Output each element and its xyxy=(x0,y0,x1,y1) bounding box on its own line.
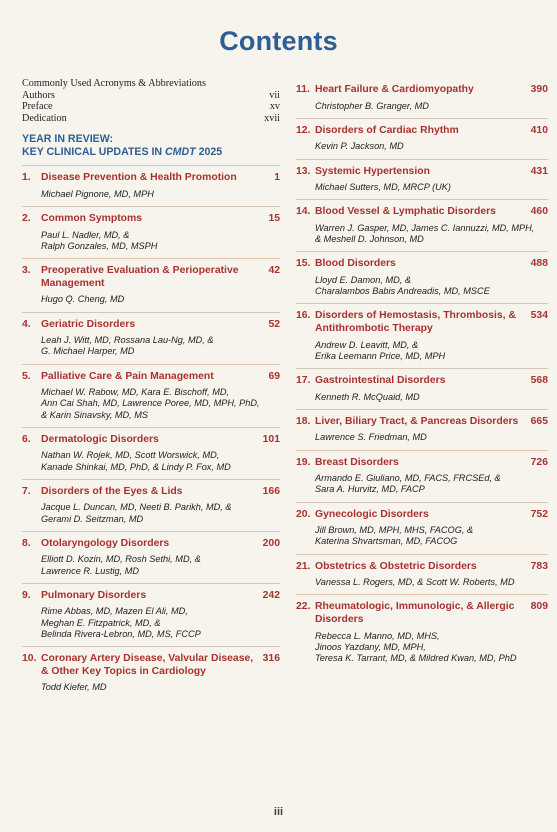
chapter-authors xyxy=(315,392,548,403)
author-line: G. Michael Harper, MD xyxy=(41,346,135,357)
front-matter-label: Commonly Used Acronyms & Abbreviations xyxy=(22,78,206,89)
author-line: Lawrence R. Lustig, MD xyxy=(41,565,140,576)
chapter-number: 19. xyxy=(296,456,311,468)
author-line: Jacque L. Duncan, MD, Neeti B. Parikh, MD, & xyxy=(41,502,232,513)
chapter-entry xyxy=(296,303,548,368)
chapter-page-number: 69 xyxy=(268,370,280,382)
chapter-authors xyxy=(315,340,548,362)
chapter-title: Gynecologic Disorders xyxy=(315,508,429,520)
chapter-item xyxy=(296,78,548,118)
chapter-number: 14. xyxy=(296,206,311,218)
chapter-item xyxy=(296,555,548,595)
author-line: Nathan W. Rojek, MD, Scott Worswick, MD, xyxy=(41,450,220,461)
front-matter-label: Authors xyxy=(22,89,55,101)
chapter-authors xyxy=(315,101,548,112)
chapter-title: Preoperative Evaluation & Perioperative Management xyxy=(41,265,239,289)
chapter-number: 18. xyxy=(296,415,311,427)
chapter-entry xyxy=(296,502,548,554)
chapter-authors xyxy=(315,577,548,588)
chapter-authors xyxy=(315,631,548,665)
chapter-title: Dermatologic Disorders xyxy=(41,433,159,445)
author-line: Rebecca L. Manno, MD, MHS, xyxy=(315,630,440,641)
chapter-number: 22. xyxy=(296,601,311,613)
front-matter-label: Dedication xyxy=(22,112,67,124)
chapter-title: Common Symptoms xyxy=(41,213,143,225)
chapter-item xyxy=(296,595,548,670)
chapter-entry xyxy=(296,199,548,251)
front-matter-page: xvii xyxy=(264,112,280,124)
chapter-authors xyxy=(315,182,548,193)
author-line: Hugo Q. Cheng, MD xyxy=(41,294,125,305)
chapter-title-link[interactable] xyxy=(22,653,280,678)
chapter-item xyxy=(22,532,280,583)
chapter-page-number: 1 xyxy=(274,172,280,184)
author-line: Charalambos Babis Andreadis, MD, MSCE xyxy=(315,286,490,297)
chapter-title-link[interactable] xyxy=(296,206,548,219)
chapter-authors xyxy=(41,682,280,693)
chapter-authors xyxy=(41,335,280,357)
front-matter-item[interactable] xyxy=(22,90,280,102)
chapter-page-number: 726 xyxy=(530,456,548,468)
chapter-page-number: 410 xyxy=(530,124,548,136)
chapter-title: Rheumatologic, Immunologic, & Allergic Disorders xyxy=(315,601,515,625)
chapter-authors xyxy=(41,502,280,524)
front-matter-item[interactable] xyxy=(22,78,280,90)
year-in-review-line2 xyxy=(22,146,280,159)
chapter-page-number: 101 xyxy=(262,433,280,445)
chapter-page-number: 783 xyxy=(530,560,548,572)
chapter-authors xyxy=(41,554,280,576)
author-line: Ann Cai Shah, MD, Lawrence Poree, MD, MPH, PhD, xyxy=(41,398,260,409)
chapter-number: 13. xyxy=(296,165,311,177)
author-line: Belinda Rivera-Lebron, MD, MS, FCCP xyxy=(41,628,201,639)
chapter-page-number: 52 xyxy=(268,318,280,330)
chapter-title-link[interactable] xyxy=(22,486,280,499)
chapter-authors xyxy=(41,606,280,640)
author-line: Erika Leemann Price, MD, MPH xyxy=(315,350,446,361)
chapter-title-link[interactable] xyxy=(22,172,280,185)
chapter-title-link[interactable] xyxy=(22,319,280,332)
chapter-title: Disorders of Hemostasis, Thrombosis, & Antithrombotic Therapy xyxy=(315,310,516,334)
chapter-item xyxy=(296,252,548,303)
chapter-authors xyxy=(315,141,548,152)
chapter-title-link[interactable] xyxy=(296,601,548,626)
chapter-item xyxy=(296,451,548,502)
chapter-authors xyxy=(315,525,548,547)
chapter-item xyxy=(296,304,548,368)
front-matter-item[interactable] xyxy=(22,113,280,125)
chapter-title: Obstetrics & Obstetric Disorders xyxy=(315,560,477,572)
chapter-entry xyxy=(296,159,548,200)
chapter-title-link[interactable] xyxy=(22,265,280,290)
chapter-page-number: 488 xyxy=(530,258,548,270)
chapter-page-number: 809 xyxy=(530,601,548,613)
author-line: Christopher B. Granger, MD xyxy=(315,100,429,111)
chapter-page-number: 431 xyxy=(530,165,548,177)
chapter-page-number: 752 xyxy=(530,508,548,520)
chapter-number: 16. xyxy=(296,310,311,322)
chapter-title-link[interactable] xyxy=(296,375,548,388)
chapter-item xyxy=(22,480,280,531)
chapter-item xyxy=(296,410,548,450)
chapter-item xyxy=(22,647,280,699)
chapter-title-link[interactable] xyxy=(296,166,548,179)
chapter-item xyxy=(296,160,548,200)
chapter-number: 20. xyxy=(296,508,311,520)
chapter-title-link[interactable] xyxy=(22,590,280,603)
front-matter-label: Preface xyxy=(22,101,53,113)
author-line: Michael Sutters, MD, MRCP (UK) xyxy=(315,182,451,193)
author-line: Vanessa L. Rogers, MD, & Scott W. Roberts, MD xyxy=(315,577,515,588)
author-line: Lloyd E. Damon, MD, & xyxy=(315,274,411,285)
chapter-item xyxy=(296,200,548,251)
front-matter-list xyxy=(22,78,280,124)
chapter-page-number: 200 xyxy=(262,537,280,549)
chapter-number: 11. xyxy=(296,84,310,95)
chapter-title-link[interactable] xyxy=(22,538,280,551)
chapter-number: 6. xyxy=(22,433,31,445)
chapter-title: Liver, Biliary Tract, & Pancreas Disorders xyxy=(315,415,519,427)
chapter-entry xyxy=(22,165,280,206)
author-line: Teresa K. Tarrant, MD, & Mildred Kwan, MD, PhD xyxy=(315,652,517,663)
chapter-title: Otolaryngology Disorders xyxy=(41,537,170,549)
page-title: Contents xyxy=(219,26,338,56)
chapter-title: Disorders of the Eyes & Lids xyxy=(41,485,183,497)
chapter-number: 4. xyxy=(22,318,31,330)
front-matter-item[interactable] xyxy=(22,101,280,113)
chapter-authors xyxy=(315,275,548,297)
chapter-number: 3. xyxy=(22,265,31,277)
chapter-entry xyxy=(296,118,548,159)
chapter-item xyxy=(296,369,548,409)
chapter-number: 15. xyxy=(296,258,311,270)
chapter-item xyxy=(22,584,280,646)
author-line: Paul L. Nadler, MD, & xyxy=(41,229,130,240)
chapter-item xyxy=(22,259,280,311)
author-line: Katerina Shvartsman, MD, FACOG xyxy=(315,536,458,547)
chapter-number: 5. xyxy=(22,370,31,382)
chapter-page-number: 316 xyxy=(262,652,280,664)
chapter-entry xyxy=(296,251,548,303)
chapter-title-link[interactable] xyxy=(22,434,280,447)
chapter-authors xyxy=(41,294,280,305)
contents-right-column xyxy=(296,78,548,670)
chapter-entry xyxy=(296,409,548,450)
chapter-item xyxy=(296,119,548,159)
chapter-title-link[interactable] xyxy=(296,84,548,97)
chapter-title: Disorders of Cardiac Rhythm xyxy=(315,124,459,136)
chapter-page-number: 42 xyxy=(268,265,280,277)
chapter-title: Breast Disorders xyxy=(315,456,399,468)
chapter-title: Blood Disorders xyxy=(315,258,396,270)
author-line: Meghan E. Fitzpatrick, MD, & xyxy=(41,617,161,628)
chapter-entry xyxy=(22,479,280,531)
chapter-page-number: 242 xyxy=(262,589,280,601)
chapter-number: 10. xyxy=(22,652,37,664)
author-line: Michael W. Rabow, MD, Kara E. Bischoff, MD, xyxy=(41,387,230,398)
chapter-entry xyxy=(22,531,280,583)
chapter-title-link[interactable] xyxy=(296,310,548,335)
chapter-page-number: 15 xyxy=(268,213,280,225)
chapter-list-left xyxy=(22,165,280,699)
chapter-title: Geriatric Disorders xyxy=(41,318,136,330)
chapter-title: Heart Failure & Cardiomyopathy xyxy=(315,84,474,95)
contents-left-column xyxy=(22,78,280,699)
author-line: & Karin Sinavsky, MD, MS xyxy=(41,409,149,420)
chapter-entry xyxy=(296,368,548,409)
author-line: Armando E. Giuliano, MD, FACS, FRCSEd, & xyxy=(315,473,501,484)
chapter-title: Systemic Hypertension xyxy=(315,165,430,177)
front-matter-page: xv xyxy=(269,101,280,113)
chapter-entry xyxy=(22,312,280,364)
chapter-number: 1. xyxy=(22,172,31,184)
chapter-title-link[interactable] xyxy=(296,457,548,470)
chapter-authors xyxy=(41,189,280,200)
year-in-review-heading[interactable] xyxy=(22,133,280,159)
author-line: Rime Abbas, MD, Mazen El Ali, MD, xyxy=(41,606,188,617)
chapter-title: Pulmonary Disorders xyxy=(41,589,147,601)
front-matter-page: vii xyxy=(269,89,280,101)
chapter-number: 9. xyxy=(22,589,31,601)
chapter-title-link[interactable] xyxy=(296,561,548,574)
chapter-title-link[interactable] xyxy=(296,416,548,429)
chapter-item xyxy=(22,428,280,479)
chapter-title-link[interactable] xyxy=(296,509,548,522)
author-line: Gerami D. Seitzman, MD xyxy=(41,513,144,524)
chapter-item xyxy=(22,313,280,364)
chapter-number: 17. xyxy=(296,374,311,386)
chapter-number: 7. xyxy=(22,485,31,497)
author-line: Todd Kiefer, MD xyxy=(41,682,107,693)
chapter-list-right xyxy=(296,78,548,670)
author-line: Jill Brown, MD, MPH, MHS, FACOG, & xyxy=(315,525,474,536)
chapter-title-link[interactable] xyxy=(22,213,280,226)
chapter-title-link[interactable] xyxy=(296,125,548,138)
chapter-page-number: 390 xyxy=(530,84,548,95)
author-line: Sara A. Hurvitz, MD, FACP xyxy=(315,484,425,495)
chapter-authors xyxy=(315,432,548,443)
chapter-entry xyxy=(296,594,548,670)
chapter-entry xyxy=(296,78,548,118)
chapter-number: 12. xyxy=(296,124,311,136)
chapter-title: Gastrointestinal Disorders xyxy=(315,374,446,386)
chapter-title: Coronary Artery Disease, Valvular Disease, & Other Key Topics in Cardiology xyxy=(41,652,254,677)
chapter-number: 2. xyxy=(22,213,31,225)
author-line: Elliott D. Kozin, MD, Rosh Sethi, MD, & xyxy=(41,554,201,565)
chapter-number: 21. xyxy=(296,560,311,572)
chapter-title-link[interactable] xyxy=(296,258,548,271)
year-in-review-prefix: KEY CLINICAL UPDATES IN xyxy=(22,146,166,159)
page-number: iii xyxy=(273,806,284,818)
chapter-page-number: 534 xyxy=(530,310,548,322)
chapter-item xyxy=(22,365,280,427)
year-in-review-suffix: 2025 xyxy=(195,146,223,159)
chapter-entry xyxy=(296,554,548,595)
author-line: Jinoos Yazdany, MD, MPH, xyxy=(315,641,426,652)
year-in-review-cmdt: CMDT xyxy=(165,146,196,159)
chapter-authors xyxy=(41,230,280,252)
chapter-item xyxy=(296,503,548,554)
author-line: Andrew D. Leavitt, MD, & xyxy=(315,339,419,350)
year-in-review-line1: YEAR IN REVIEW: xyxy=(22,133,114,146)
chapter-authors xyxy=(315,223,548,245)
author-line: Lawrence S. Friedman, MD xyxy=(315,432,427,443)
author-line: Kanade Shinkai, MD, PhD, & Lindy P. Fox, MD xyxy=(41,461,231,472)
author-line: & Meshell D. Johnson, MD xyxy=(315,234,424,245)
chapter-title: Blood Vessel & Lymphatic Disorders xyxy=(315,206,496,218)
chapter-title-link[interactable] xyxy=(22,371,280,384)
author-line: Ralph Gonzales, MD, MSPH xyxy=(41,240,158,251)
chapter-page-number: 568 xyxy=(530,374,548,386)
chapter-page-number: 166 xyxy=(262,485,280,497)
chapter-entry xyxy=(296,450,548,502)
chapter-entry xyxy=(22,258,280,311)
author-line: Kenneth R. McQuaid, MD xyxy=(315,391,420,402)
chapter-entry xyxy=(22,646,280,699)
chapter-item xyxy=(22,207,280,258)
chapter-item xyxy=(22,166,280,206)
chapter-page-number: 460 xyxy=(530,206,548,218)
chapter-entry xyxy=(22,583,280,646)
chapter-authors xyxy=(41,387,280,421)
chapter-page-number: 665 xyxy=(530,415,548,427)
chapter-number: 8. xyxy=(22,537,31,549)
chapter-entry xyxy=(22,427,280,479)
chapter-authors xyxy=(41,450,280,472)
chapter-title: Disease Prevention & Health Promotion xyxy=(41,172,237,184)
author-line: Kevin P. Jackson, MD xyxy=(315,141,404,152)
chapter-entry xyxy=(22,206,280,258)
author-line: Warren J. Gasper, MD, James C. Iannuzzi, MD, MPH, xyxy=(315,222,535,233)
chapter-authors xyxy=(315,473,548,495)
author-line: Leah J. Witt, MD, Rossana Lau-Ng, MD, & xyxy=(41,335,214,346)
chapter-title: Palliative Care & Pain Management xyxy=(41,370,214,382)
chapter-entry xyxy=(22,364,280,427)
author-line: Michael Pignone, MD, MPH xyxy=(41,188,154,199)
